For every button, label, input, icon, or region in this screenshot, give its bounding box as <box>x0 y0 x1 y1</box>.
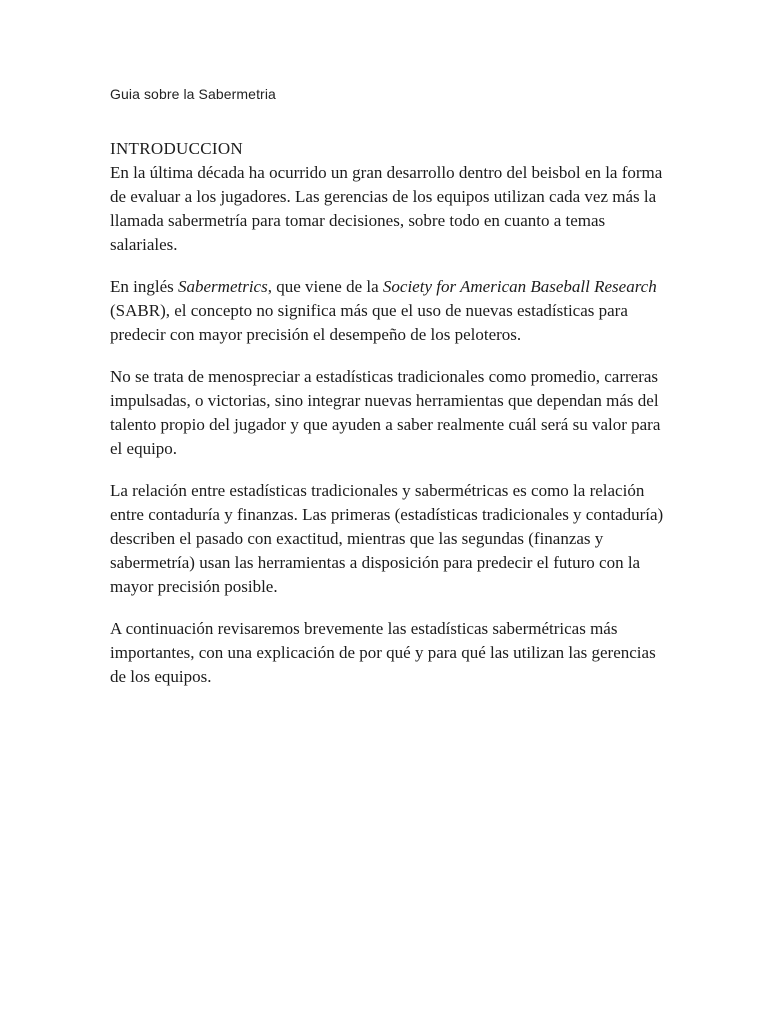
paragraph-2-pre: En inglés <box>110 277 178 296</box>
section-title: INTRODUCCION <box>110 139 243 158</box>
intro-paragraph-5: A continuación revisaremos brevemente las estadísticas sabermétricas más importantes, con una explicación de por qué y para qué las utilizan las gerencias de los equipos. <box>110 619 656 686</box>
intro-paragraph-2 <box>110 275 670 347</box>
paragraph-2-post: (SABR), el concepto no significa más que el uso de nuevas estadísticas para predecir con mayor precisión el desempeño de los peloteros. <box>110 301 628 344</box>
sabr-organization-name: Society for American Baseball Research <box>382 277 657 296</box>
sabermetrics-term: Sabermetrics <box>178 277 268 296</box>
document-body <box>110 137 670 707</box>
intro-paragraph-4: La relación entre estadísticas tradicionales y sabermétricas es como la relación entre contaduría y finanzas. Las primeras (estadísticas tradicionales y contaduría) describen el pasado con exactitud, mientras que las segundas (finanzas y sabermetría) usan las herramientas a disposición para predecir el futuro con la mayor precisión posible. <box>110 481 664 596</box>
paragraph-1-text: En la última década ha ocurrido un gran desarrollo dentro del beisbol en la forma de evaluar a los jugadores. Las gerencias de los equipos utilizan cada vez más la llamada sabermetría para tomar decisiones, sobre todo en cuanto a temas salariales. <box>110 163 663 254</box>
intro-paragraph-3: No se trata de menospreciar a estadísticas tradicionales como promedio, carreras impulsadas, o victorias, sino integrar nuevas herramientas que dependan más del talento propio del jugador y que ayuden a saber realmente cuál será su valor para el equipo. <box>110 367 661 458</box>
intro-paragraph-1 <box>110 137 670 257</box>
paragraph-2-mid: , que viene de la <box>267 277 383 296</box>
page-header: Guia sobre la Sabermetria <box>110 86 276 102</box>
